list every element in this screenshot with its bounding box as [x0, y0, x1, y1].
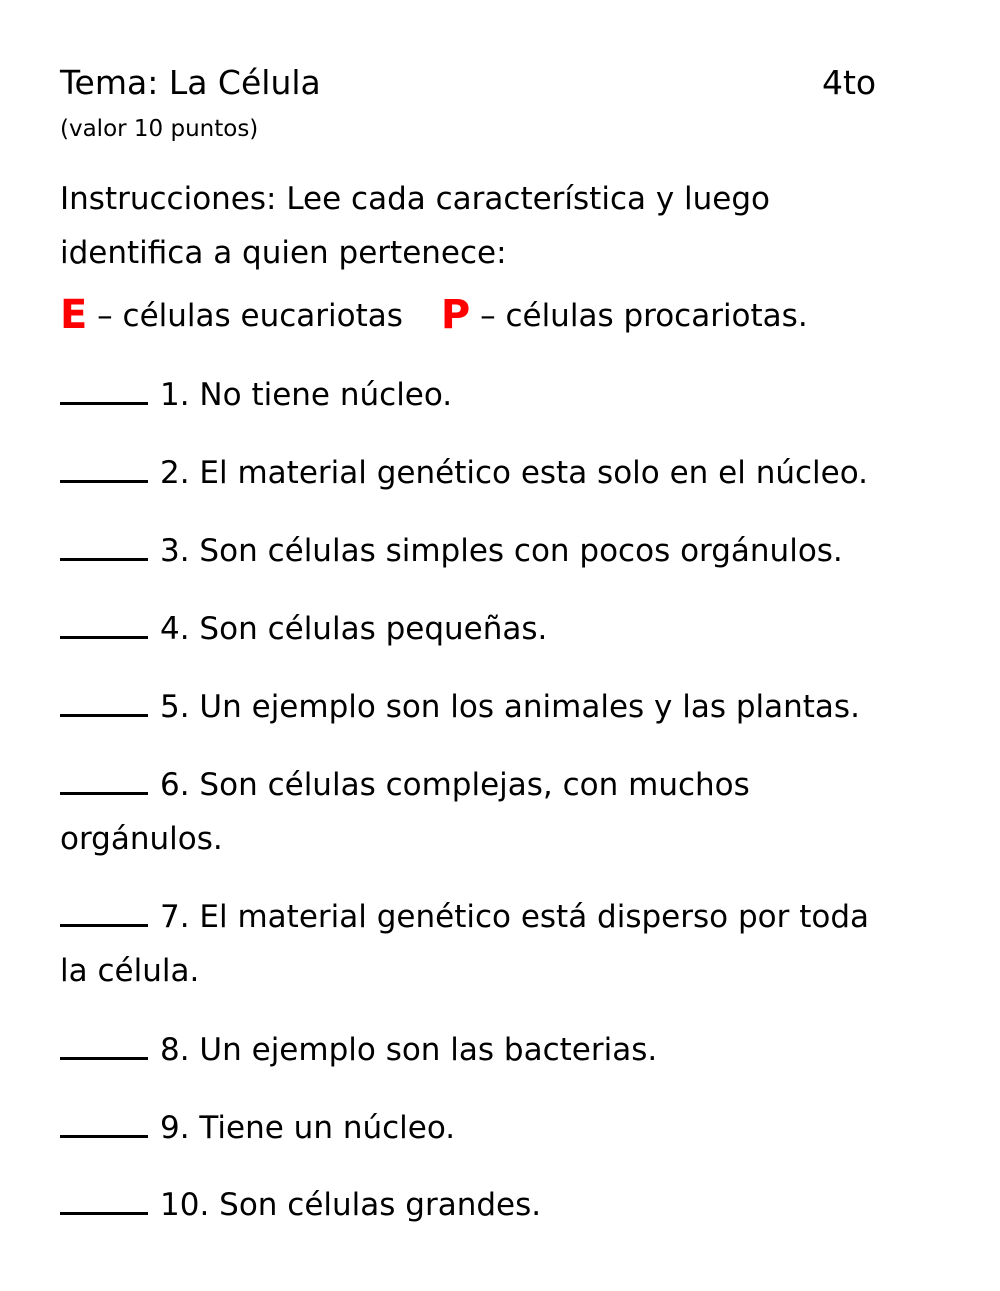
question-6-continuation: orgánulos.	[60, 821, 223, 857]
question-1-text: 1. No tiene núcleo.	[160, 377, 453, 413]
question-5	[60, 689, 860, 725]
question-7-text: 7. El material genético está disperso por toda	[160, 899, 870, 935]
answer-blank-8[interactable]	[60, 1056, 148, 1060]
question-10-text: 10. Son células grandes.	[160, 1187, 542, 1223]
question-8	[60, 1032, 658, 1068]
question-3-text: 3. Son células simples con pocos orgánulos.	[160, 533, 843, 569]
answer-blank-3[interactable]	[60, 557, 148, 561]
points-value: (valor 10 puntos)	[60, 116, 259, 142]
question-10	[60, 1187, 542, 1223]
question-7-continuation: la célula.	[60, 953, 200, 989]
answer-blank-4[interactable]	[60, 635, 148, 639]
question-8-text: 8. Un ejemplo son las bacterias.	[160, 1032, 658, 1068]
answer-blank-9[interactable]	[60, 1134, 148, 1138]
page-title: Tema: La Célula	[60, 63, 321, 102]
answer-blank-10[interactable]	[60, 1211, 148, 1215]
question-7	[60, 899, 870, 935]
question-3	[60, 533, 843, 569]
legend-p-letter: P	[440, 292, 471, 338]
question-9-text: 9. Tiene un núcleo.	[160, 1110, 456, 1146]
legend-e-text: – células eucariotas	[87, 298, 403, 334]
instructions-line-1: Instrucciones: Lee cada característica y luego	[60, 181, 771, 217]
grade-label: 4to	[822, 63, 877, 102]
legend-p-text: – células procariotas.	[470, 298, 808, 334]
question-4-text: 4. Son células pequeñas.	[160, 611, 548, 647]
instructions-line-2: identifica a quien pertenece:	[60, 235, 507, 271]
question-1	[60, 377, 453, 413]
answer-blank-5[interactable]	[60, 713, 148, 717]
legend	[60, 292, 808, 338]
question-4	[60, 611, 548, 647]
answer-blank-7[interactable]	[60, 923, 148, 927]
question-9	[60, 1110, 456, 1146]
answer-blank-2[interactable]	[60, 479, 148, 483]
question-6	[60, 767, 750, 803]
legend-e-letter: E	[60, 292, 88, 338]
answer-blank-1[interactable]	[60, 401, 148, 405]
question-2	[60, 455, 869, 491]
answer-blank-6[interactable]	[60, 791, 148, 795]
question-6-text: 6. Son células complejas, con muchos	[160, 767, 750, 803]
question-5-text: 5. Un ejemplo son los animales y las plantas.	[160, 689, 860, 725]
question-2-text: 2. El material genético esta solo en el núcleo.	[160, 455, 869, 491]
